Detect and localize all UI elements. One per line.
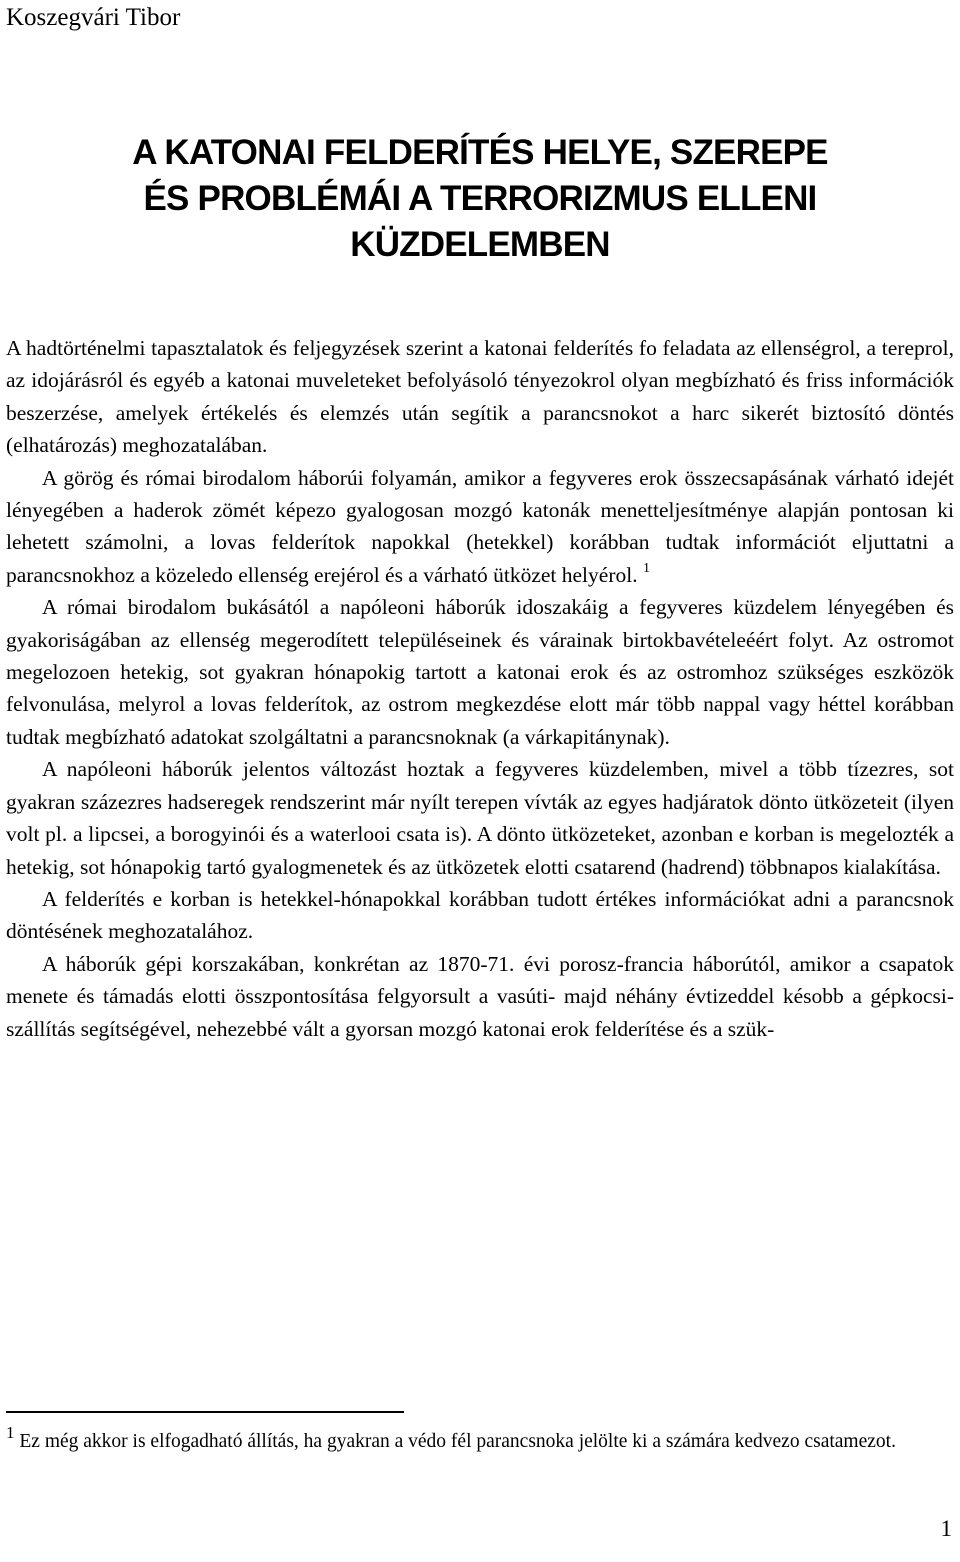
title-line-2: ÉS PROBLÉMÁI A TERRORIZMUS ELLENI	[143, 179, 817, 218]
paragraph-1: A hadtörténelmi tapasztalatok és feljegyzések szerint a katonai felderítés fo feladata az ellenségrol, a tereprol, az idojárásról és egyéb a katonai muveleteket befolyásoló tényezokrol olyan megbízható és friss információk beszerzése, amelyek értékelés és elemzés után segítik a parancsnokot a harc sikerét biztosító döntés (elhatározás) meghozatalában.	[6, 336, 954, 458]
paragraph-5: A felderítés e korban is hetekkel-hónapokkal korábban tudott értékes információkat adni a parancsnok döntésének meghozatalához.	[6, 886, 954, 944]
title-line-3: KÜZDELEMBEN	[350, 225, 610, 264]
footnote-reference[interactable]: 1	[642, 560, 650, 576]
footnote-mark: 1	[6, 1423, 15, 1442]
page-number: 1	[940, 1516, 952, 1541]
footnote-text: Ez még akkor is elfogadható állítás, ha gyakran a védo fél parancsnoka jelölte ki a számára kedvezo csatamezot.	[19, 1431, 896, 1452]
paragraph-4: A napóleoni háborúk jelentos változást hoztak a fegyveres küzdelemben, mivel a több tízezres, sot gyakran százezres hadseregek rendszerint már nyílt terepen vívták az egyes hadjáratok dönto ütközeteit (ilyen volt pl. a lipcsei, a borogyinói és a waterlooi csata is). A dönto ütközeteket, azonban e korban is megelozték a hetekig, sot hónapokig tartó gyalogmenetek és az ütközetek elotti csatarend (hadrend) többnapos kialakítása.	[6, 757, 954, 879]
author-name: Koszegvári Tibor	[6, 4, 181, 31]
body-text	[6, 332, 954, 1045]
title-line-1: A KATONAI FELDERÍTÉS HELYE, SZEREPE	[132, 133, 828, 172]
document-title	[0, 130, 960, 268]
paragraph-2-text: A görög és római birodalom háborúi folyamán, amikor a fegyveres erok összecsapásának várható idejét lényegében a haderok zömét képezo gyalogosan mozgó katonák menetteljesítménye alapján pontosan ki lehetett számolni, a lovas felderítok napokkal (hetekkel) korábban tudtak információt eljuttatni a parancsnokhoz a közeledo ellenség erejérol és a várható ütközet helyérol.	[6, 465, 954, 587]
paragraph-2	[6, 462, 954, 592]
paragraph-3: A római birodalom bukásától a napóleoni háborúk idoszakáig a fegyveres küzdelem lényegében és gyakoriságában az ellenség megerodített településeinek és várainak birtokbavételeéért folyt. Az ostromot megelozoen hetekig, sot gyakran hónapokig tartott a katonai erok és az ostromhoz szükséges eszközök felvonulása, melyrol a lovas felderítok, az ostrom megkezdése elott már több nappal vagy héttel korábban tudtak megbízható adatokat szolgáltatni a parancsnoknak (a várkapitánynak).	[6, 595, 954, 749]
footnote-separator	[6, 1411, 404, 1413]
paragraph-6: A háborúk gépi korszakában, konkrétan az 1870-71. évi porosz-francia háborútól, amikor a csapatok menete és támadás elotti összpontosítása felgyorsult a vasúti- majd néhány évtizeddel késobb a gépkocsi-szállítás segítségével, nehezebbé vált a gyorsan mozgó katonai erok felderítése és a szük-	[6, 951, 954, 1041]
footnote	[6, 1423, 952, 1458]
